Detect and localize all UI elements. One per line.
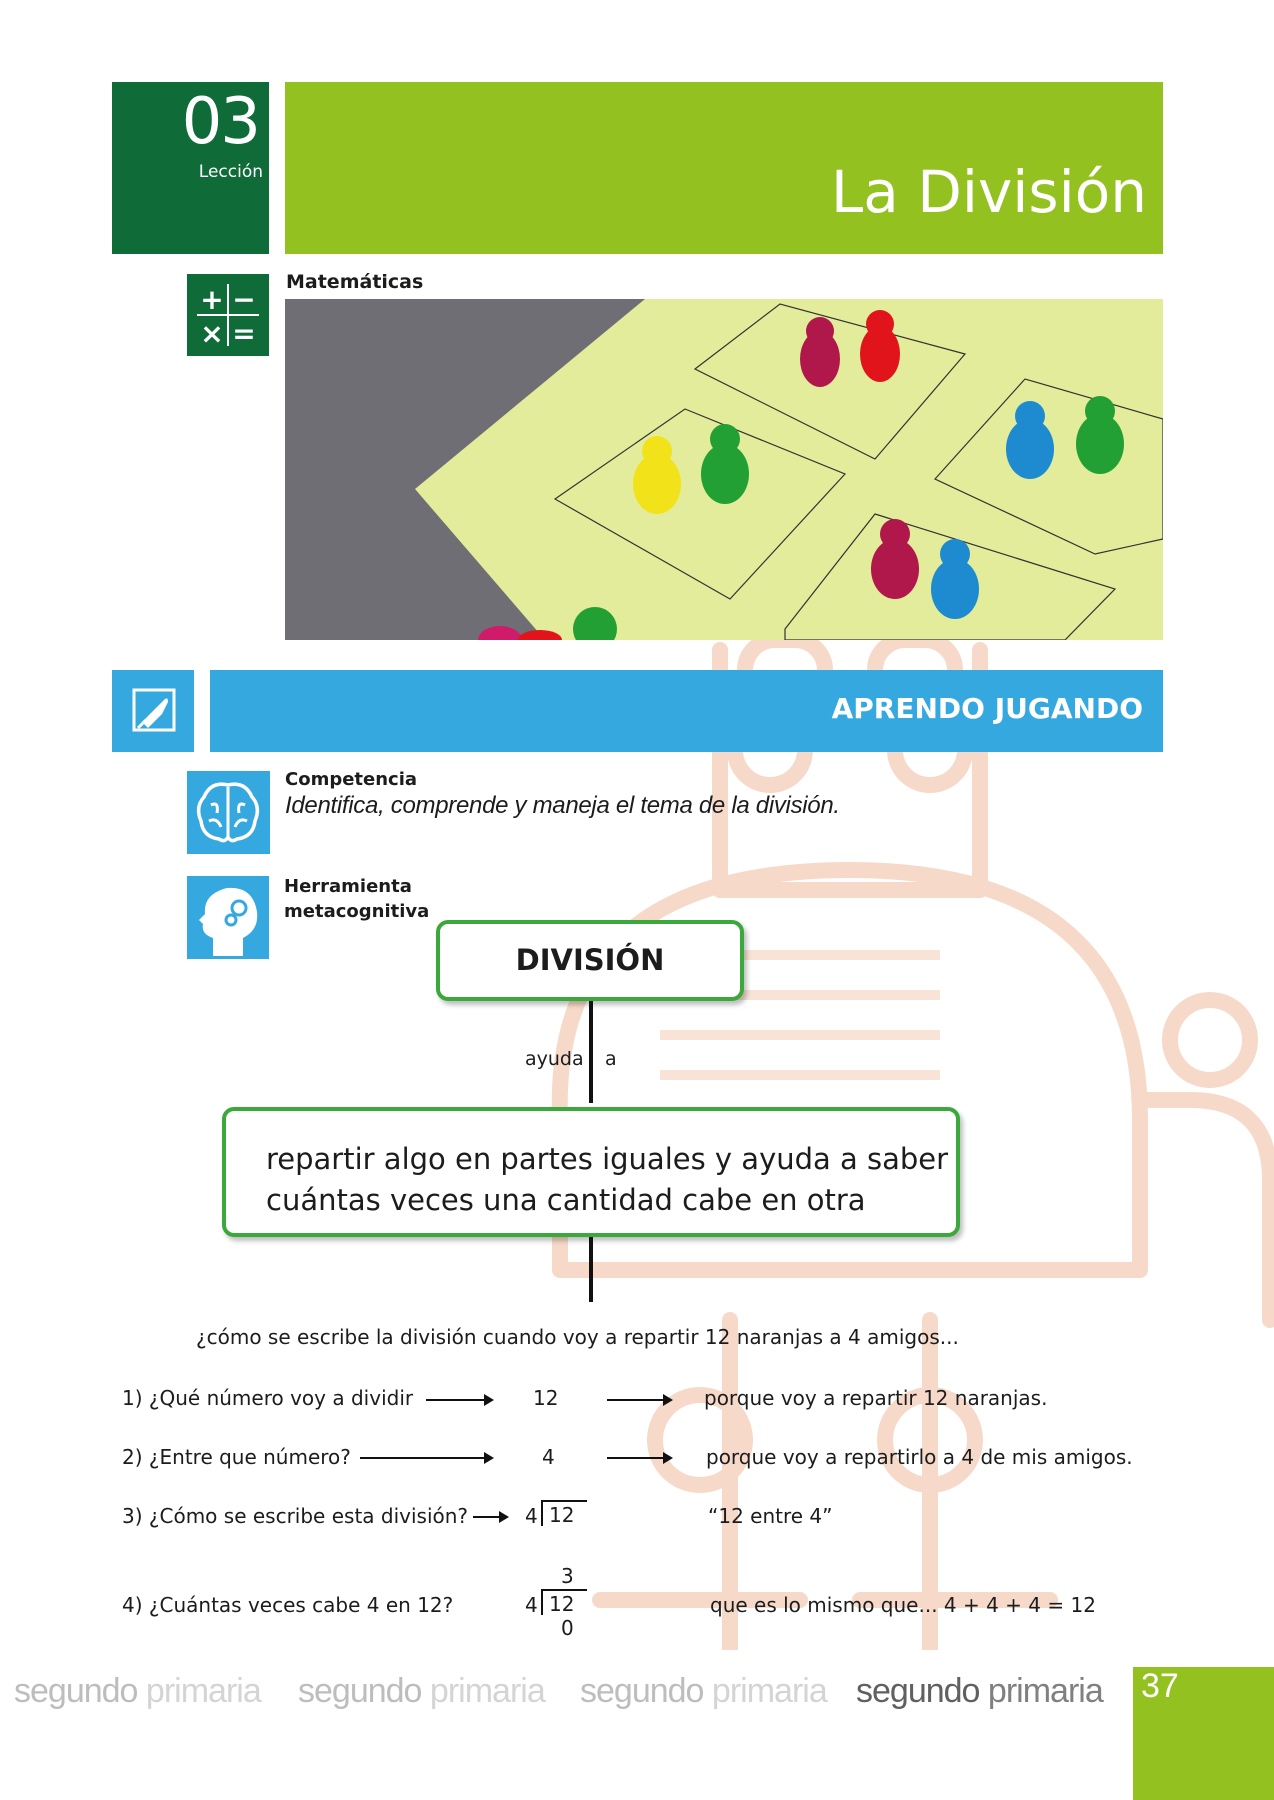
lesson-number: 03	[181, 85, 259, 159]
concept-title: DIVISIÓN	[515, 943, 665, 977]
definition-text: repartir algo en partes iguales y ayuda a saber cuántas veces una cantidad cabe en otra	[266, 1142, 949, 1217]
rocket-icon	[112, 670, 194, 752]
row-2-explanation: porque voy a repartirlo a 4 de mis amigos.	[706, 1445, 1133, 1469]
lesson-label: Lección	[198, 162, 263, 182]
equals-symbol: =	[232, 317, 256, 350]
connector-line-top	[589, 1001, 593, 1103]
arrow-right-icon	[607, 1399, 671, 1401]
row-4-divisor: 4	[525, 1593, 538, 1617]
row-4-remainder: 0	[561, 1616, 574, 1640]
footer-label-4: segundo primaria	[856, 1672, 1103, 1710]
thinking-head-icon	[187, 876, 269, 959]
connector-line-bottom	[589, 1237, 593, 1302]
row-4-quotient: 3	[561, 1564, 574, 1588]
concept-box-definition	[222, 1107, 960, 1237]
question-text: ¿cómo se escribe la división cuando voy a repartir 12 naranjas a 4 amigos...	[196, 1325, 959, 1349]
counting-bears-photo	[285, 299, 1163, 640]
row-3-explanation: “12 entre 4”	[708, 1504, 833, 1528]
herramienta-label: Herramienta metacognitiva	[284, 876, 430, 922]
minus-symbol: −	[232, 283, 256, 316]
math-operations-icon	[187, 274, 269, 356]
page-title: La División	[830, 158, 1147, 226]
subject-label: Matemáticas	[286, 271, 424, 293]
row-3-question: 3) ¿Cómo se escribe esta división?	[122, 1504, 469, 1528]
lesson-number-box	[112, 82, 269, 254]
row-1-value: 12	[533, 1386, 559, 1410]
competencia-label: Competencia	[285, 769, 418, 790]
footer-label-1: segundo primaria	[14, 1672, 261, 1710]
section-title: APRENDO JUGANDO	[831, 692, 1143, 725]
row-1-question: 1) ¿Qué número voy a dividir	[122, 1386, 414, 1410]
connector-word-a: a	[605, 1048, 617, 1070]
times-symbol: ×	[200, 317, 224, 350]
row-2-value: 4	[542, 1445, 555, 1469]
competencia-text: Identifica, comprende y maneja el tema de la división.	[285, 792, 840, 819]
page-number-box	[1133, 1667, 1274, 1800]
row-3-dividend: 12	[541, 1500, 587, 1526]
arrow-right-icon	[360, 1457, 492, 1459]
row-2-question: 2) ¿Entre que número?	[122, 1445, 351, 1469]
arrow-right-icon	[426, 1399, 492, 1401]
plus-symbol: +	[200, 283, 224, 316]
arrow-right-icon	[473, 1516, 507, 1518]
row-1-explanation: porque voy a repartir 12 naranjas.	[704, 1386, 1048, 1410]
title-bar	[285, 82, 1163, 254]
section-header-bar	[210, 670, 1163, 752]
row-3-divisor: 4	[525, 1504, 538, 1528]
row-4-explanation: que es lo mismo que... 4 + 4 + 4 = 12	[710, 1593, 1096, 1617]
row-4-question: 4) ¿Cuántas veces cabe 4 en 12?	[122, 1593, 454, 1617]
concept-box-division	[436, 920, 744, 1001]
arrow-right-icon	[607, 1457, 671, 1459]
connector-word-ayuda: ayuda	[525, 1048, 584, 1070]
footer-label-2: segundo primaria	[298, 1672, 545, 1710]
brain-icon	[187, 771, 270, 854]
page-number: 37	[1141, 1667, 1179, 1705]
footer-label-3: segundo primaria	[580, 1672, 827, 1710]
row-4-dividend: 12	[541, 1589, 587, 1615]
